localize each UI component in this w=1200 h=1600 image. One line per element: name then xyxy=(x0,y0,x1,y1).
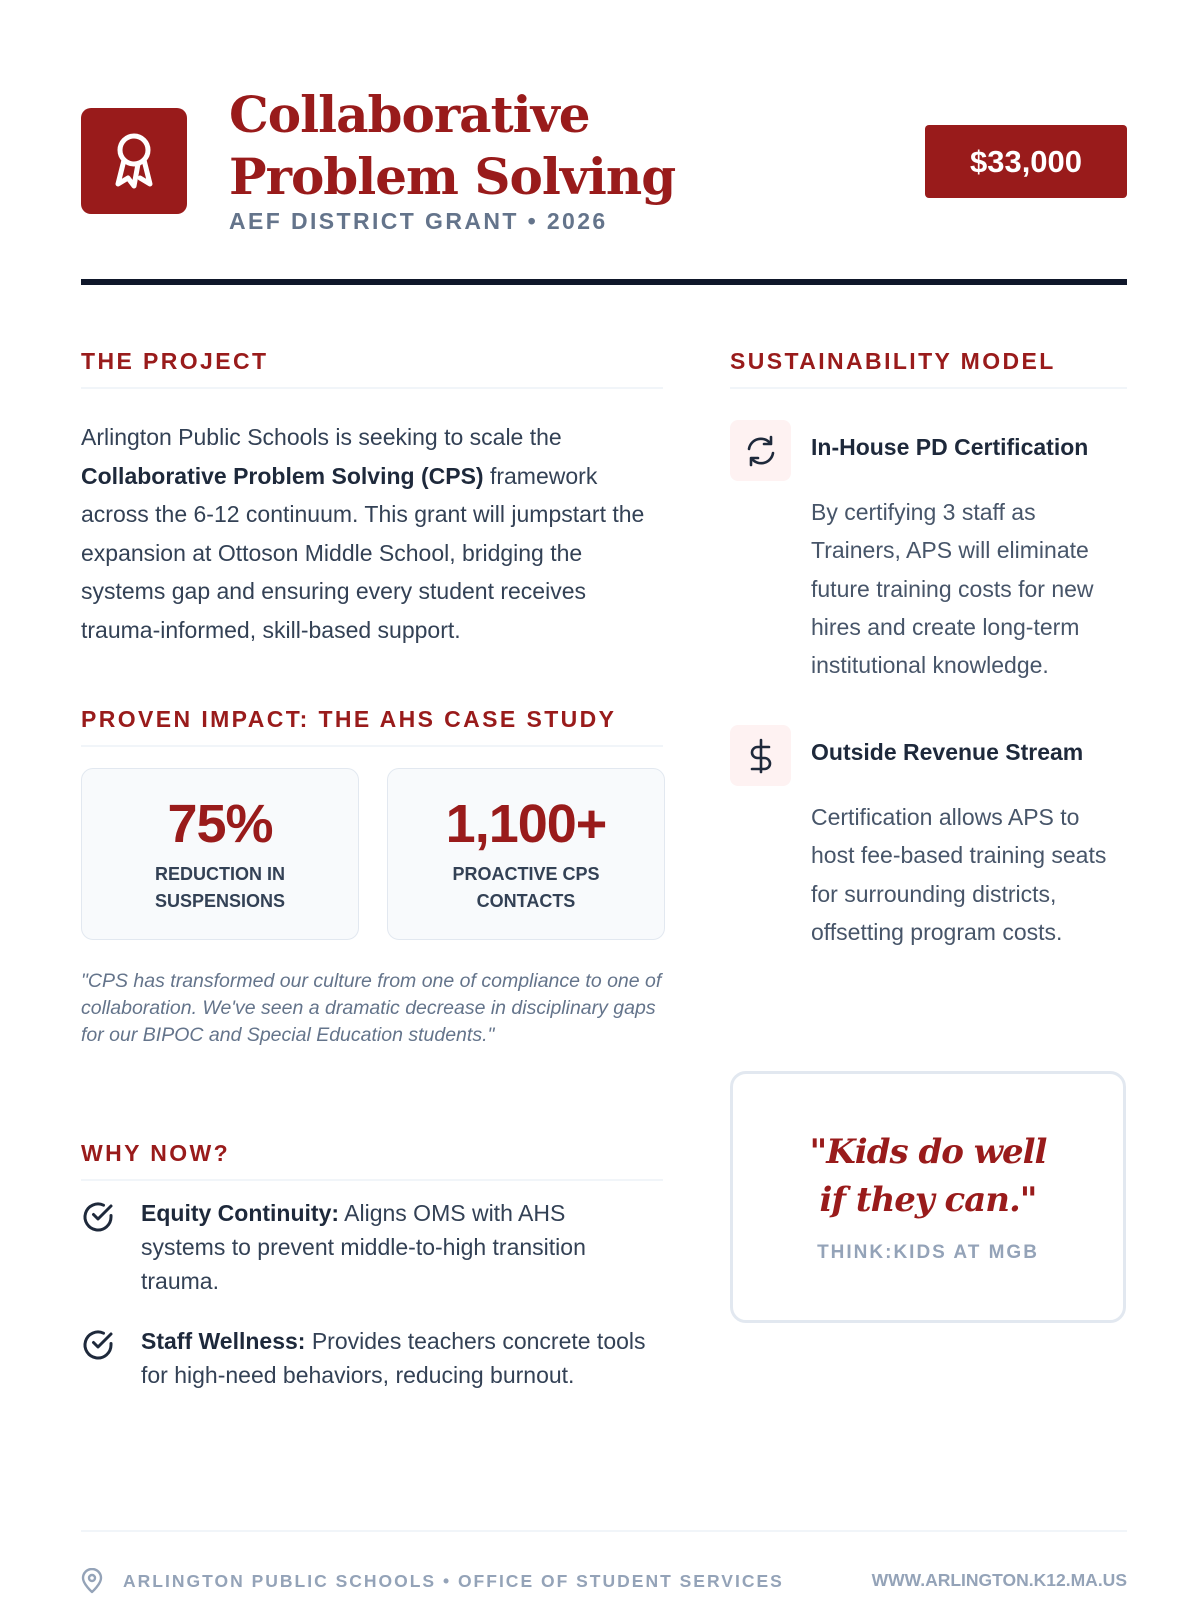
grant-amount-badge: $33,000 xyxy=(925,125,1127,198)
motto-source: THINK:KIDS AT MGB xyxy=(817,1242,1039,1263)
sustainability-icon-box xyxy=(730,725,791,786)
section-heading-impact: PROVEN IMPACT: THE AHS CASE STUDY xyxy=(81,706,663,747)
why-now-label: Staff Wellness: xyxy=(141,1328,306,1354)
page-title: Collaborative Problem Solving xyxy=(229,85,676,206)
footer-divider xyxy=(81,1530,1127,1532)
stat-label: REDUCTION IN SUSPENSIONS xyxy=(154,864,286,911)
footer-org-text: ARLINGTON PUBLIC SCHOOLS • OFFICE OF STUDENT SERVICES xyxy=(123,1570,784,1591)
refresh-icon xyxy=(745,435,777,467)
project-text-highlight: Collaborative Problem Solving (CPS) xyxy=(81,462,484,489)
motto-quote: "Kids do well if they can." xyxy=(809,1132,1047,1220)
footer-organization xyxy=(81,1568,784,1594)
section-heading-why-now: WHY NOW? xyxy=(81,1140,663,1181)
sustainability-item-body: By certifying 3 staff as Trainers, APS will eliminate future training costs for new hires and create long-term institutional knowledge. xyxy=(811,499,1094,679)
why-now-text xyxy=(141,1324,651,1392)
page-subtitle: AEF DISTRICT GRANT • 2026 xyxy=(229,208,608,234)
why-now-label: Equity Continuity: xyxy=(141,1200,340,1226)
dollar-icon xyxy=(748,738,774,774)
sustainability-item-body: Certification allows APS to host fee-based training seats for surrounding districts, offsetting program costs. xyxy=(811,804,1107,945)
stat-card-suspensions xyxy=(81,768,359,940)
section-heading-project: THE PROJECT xyxy=(81,348,663,389)
why-now-description: Aligns OMS with AHS systems to prevent middle-to-high transition trauma. xyxy=(141,1200,586,1294)
sustainability-icon-box xyxy=(730,420,791,481)
stat-label: PROACTIVE CPS CONTACTS xyxy=(452,864,600,911)
footer-website-link[interactable]: WWW.ARLINGTON.K12.MA.US xyxy=(871,1570,1127,1590)
sustainability-item-title: Outside Revenue Stream xyxy=(811,739,1084,765)
logo xyxy=(81,108,187,214)
location-pin-icon xyxy=(81,1568,103,1594)
stat-value: 75% xyxy=(167,794,273,854)
why-now-text xyxy=(141,1196,651,1298)
project-text-intro: Arlington Public Schools is seeking to scale the xyxy=(81,424,562,450)
header-divider xyxy=(81,279,1127,285)
why-now-description: Provides teachers concrete tools for high-need behaviors, reducing burnout. xyxy=(141,1328,646,1388)
project-text-rest: framework across the 6-12 continuum. This grant will jumpstart the expansion at Ottoson Middle School, bridging the systems gap and ensuring every student receives trauma-informed, skill-based support. xyxy=(81,462,645,643)
check-circle-icon xyxy=(81,1200,115,1234)
sustainability-item-title: In-House PD Certification xyxy=(811,434,1089,460)
page-header xyxy=(81,84,1127,244)
award-ribbon-icon xyxy=(110,132,158,190)
section-heading-sustainability: SUSTAINABILITY MODEL xyxy=(730,348,1127,389)
stat-card-contacts xyxy=(387,768,665,940)
project-description xyxy=(81,418,663,649)
motto-card xyxy=(730,1071,1126,1323)
testimonial-quote: "CPS has transformed our culture from one of compliance to one of collaboration. We've seen a dramatic decrease in disciplinary gaps for our BIPOC and Special Education students." xyxy=(81,970,662,1046)
check-circle-icon xyxy=(81,1328,115,1362)
stat-value: 1,100+ xyxy=(445,794,607,854)
